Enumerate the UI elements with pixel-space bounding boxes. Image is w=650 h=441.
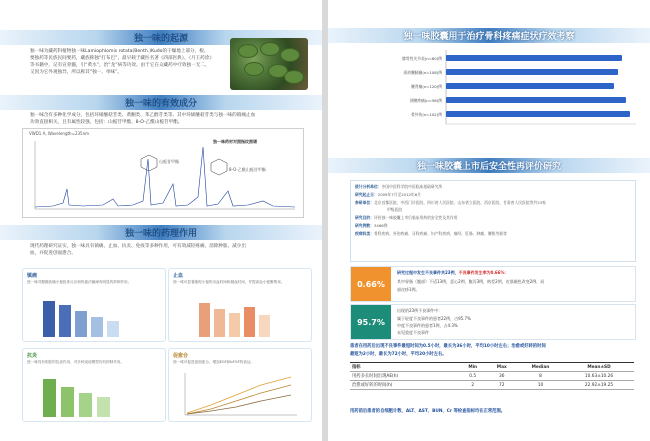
onset-note-2: 最短为2小时，最长为72小时，平均20小时左右。 (350, 352, 447, 357)
card-healing (168, 348, 312, 422)
cell: 8 (517, 372, 564, 381)
bar-2 (446, 83, 614, 89)
bar-4 (446, 111, 630, 117)
peak1-label: 山栀苷甲酯 (159, 159, 179, 164)
adverse-rate-line-2: 其中胃肠（腹部）不适13例，恶心2例，腹泻3例，纳差2例，皮肤颜色改变2例，局 (397, 279, 545, 284)
bar-1 (446, 69, 618, 75)
section-components-header (0, 95, 322, 110)
cell: 36 (487, 372, 517, 381)
bar-label-1: 颈肩腰腿痛(n=108)例 (403, 70, 442, 75)
chrom-title: VWD1 A, Wavelength=235nm (29, 131, 90, 136)
bar-label-0: 膝骨性关节炎(n=60)例 (402, 56, 442, 61)
components-line-1: 独一味含有多种化学成分，包括环烯醚萜苷类、黄酮类、苯乙醇苷类等。其中环烯醚萜苷类与独一味的镇痛止血 (30, 113, 256, 118)
card-hemostatic (168, 268, 312, 342)
card-anti-inflammatory-text: 独一味具有明显的抗炎作用，对多种炎症模型均有抑制作用。 (27, 360, 125, 364)
info-row-5: 研究例数：3466例 (355, 223, 388, 228)
mild-rate-box (350, 304, 636, 340)
healing-line-chart (181, 369, 301, 419)
origin-line-2: 要独药等民族民间要药，藏族称独“打布巴”，最早载于藏医名著《四部医典》、《月王药诊》 (30, 56, 214, 61)
lab-note: 用药前后患者的自细胞计数、ALT、AST、BUN、Cr 等检查指标均在正常范围。 (350, 409, 506, 414)
card-anti-inflammatory-title: 抗炎 (27, 353, 38, 359)
cell: 72 (487, 381, 517, 390)
info-row-4: 研究目的：评价独一味胶囊上市后临床用药的安全性及其作用 (355, 215, 458, 220)
cell: 用药多长时间出现AE(h) (350, 372, 459, 381)
info-row-3b: 甲级医院 (387, 207, 403, 212)
adverse-rate-line-3: 部皮疹1例。 (397, 287, 420, 292)
chromatogram-plot (23, 129, 303, 217)
section-efficacy-header (328, 28, 650, 43)
cell: 0.5 (459, 372, 487, 381)
origin-line-4: 又因为它外观独异，所以称其“独一、单味”。 (30, 70, 123, 75)
th-indicator: 指标 (350, 363, 459, 372)
study-info-box (350, 180, 636, 262)
section-origin-title: 独一味的起源 (133, 34, 188, 44)
th-min: Min (459, 363, 487, 372)
chromatogram (22, 128, 304, 218)
adverse-rate-value: 0.66% (351, 267, 391, 301)
cell: 2 (459, 381, 487, 390)
onset-table (350, 362, 634, 390)
info-row-6: 疾病科类：骨科疾病、外伤疼痛、牙科疼痛、妇产科疾病、痛经、肛肠、肿瘤、腰肌劳损等 (355, 231, 507, 236)
pharm-line-1: 现代药理研究证实，独一味具有镇痛、止血、抗炎、免疫等多种作用，可有效减轻疼痛、消除肿胀、减少出 (30, 244, 246, 249)
table-row (350, 381, 634, 390)
chrom-label: 独一味药材对照指纹图谱 (213, 139, 257, 144)
th-median: Median (517, 363, 564, 372)
section-pharm-header (0, 225, 322, 240)
pharm-line-2: 血，并促进创面愈合。 (30, 251, 76, 256)
components-line-2: 功效直接相关，且有属性较强，包括：山栀苷甲酯、8-O-乙酰山栀苷甲酯。 (30, 120, 183, 125)
pharm-text (30, 243, 310, 257)
section-pharm-title: 独一味的药理作用 (124, 229, 197, 239)
efficacy-bar-chart (348, 48, 638, 128)
info-row-3: 参研单位：北京首都医院、中西门诊医院、四川省人民医院、山东省立医院、西京医院、甘肃省人民医院等共23家 (355, 200, 546, 205)
mild-rate-value: 95.7% (351, 305, 391, 339)
card-healing-text: 独一味可促进创面愈合，增加EGF和bFGF的表达。 (173, 360, 255, 364)
bar-3 (446, 97, 626, 103)
mild-rate-line-2: 属于轻度不良事件的患者22例，占95.7% (397, 316, 471, 321)
bar-label-4: 骨外伤(n=102)例 (411, 112, 442, 117)
mild-rate-line-1: 出现的23例不良事件中： (397, 308, 443, 313)
herb-photo (230, 38, 308, 90)
bar-0 (446, 55, 622, 61)
cell: 10 (517, 381, 564, 390)
bar-label-2: 腰背痛(n=120)例 (411, 84, 442, 89)
adverse-rate-line-1: 研究过程中发生不良事件共23例，不良事件发生率为0.66%： (397, 270, 509, 275)
th-mean: Mean±SD (564, 363, 634, 372)
section-safety-header (328, 158, 650, 173)
card-hemostatic-text: 独一味可显著缩短小鼠的出血时间和凝血时间，并提高血小板聚集率。 (173, 280, 285, 284)
origin-line-1: 独一味为藏药科植物独一味Lamiophlomis rotata(Benth.)Kudo的干燥地上部分、根、 (30, 49, 209, 54)
onset-note-1: 患者在用药后出现不良事件最短时间为0.5小时，最长为36小时，平均10小时左右；治愈或好转的时间 (350, 344, 546, 349)
table-row (350, 372, 634, 381)
card-analgesic (22, 268, 166, 342)
cell: 治愈或好转的时间(h) (350, 381, 459, 390)
th-max: Max (487, 363, 517, 372)
mild-rate-line-4: 未见重度不良事件 (397, 330, 429, 335)
card-anti-inflammatory (22, 348, 166, 422)
card-analgesic-text: 独一味对醋酸致痛小鼠扭体反应和热板法痛阈有明显的抑制作用。 (27, 280, 132, 284)
adverse-rate-box (350, 266, 636, 302)
section-components-title: 独一味的有效成分 (124, 99, 197, 109)
bar-label-3: 颈腰疼痛(n=56)例 (409, 98, 442, 103)
mild-rate-line-3: 中度不良事件的患者1例，占4.3% (397, 323, 458, 328)
right-page (328, 0, 650, 441)
info-row-1: 统计分析单位：中国中医科学院中医临床基础研究所 (355, 184, 443, 189)
cell: 10.63±10.26 (564, 372, 634, 381)
section-efficacy-title: 独一味胶囊用于治疗骨科疼痛症状疗效考察 (403, 32, 575, 42)
info-row-2: 研究起止日：2009年7月至2012年6月 (355, 192, 421, 197)
origin-line-3: 等书籍中，记有宣骨髓，引“黄水”，治“龙”病等功效。由于它在众藏药中疗效独一无二， (30, 63, 210, 68)
card-hemostatic-title: 止血 (173, 273, 184, 279)
table-header-row (350, 363, 634, 372)
peak2-label: 8-O-乙酰山栀苷甲酯 (229, 167, 266, 172)
components-text (30, 112, 310, 126)
left-page (0, 0, 322, 441)
card-analgesic-title: 镇痛 (27, 273, 38, 279)
card-healing-title: 促愈合 (173, 353, 189, 359)
cell: 22.92±19.25 (564, 381, 634, 390)
section-safety-title: 独一味胶囊上市后安全性再评价研究 (416, 162, 561, 172)
origin-text (30, 48, 225, 76)
